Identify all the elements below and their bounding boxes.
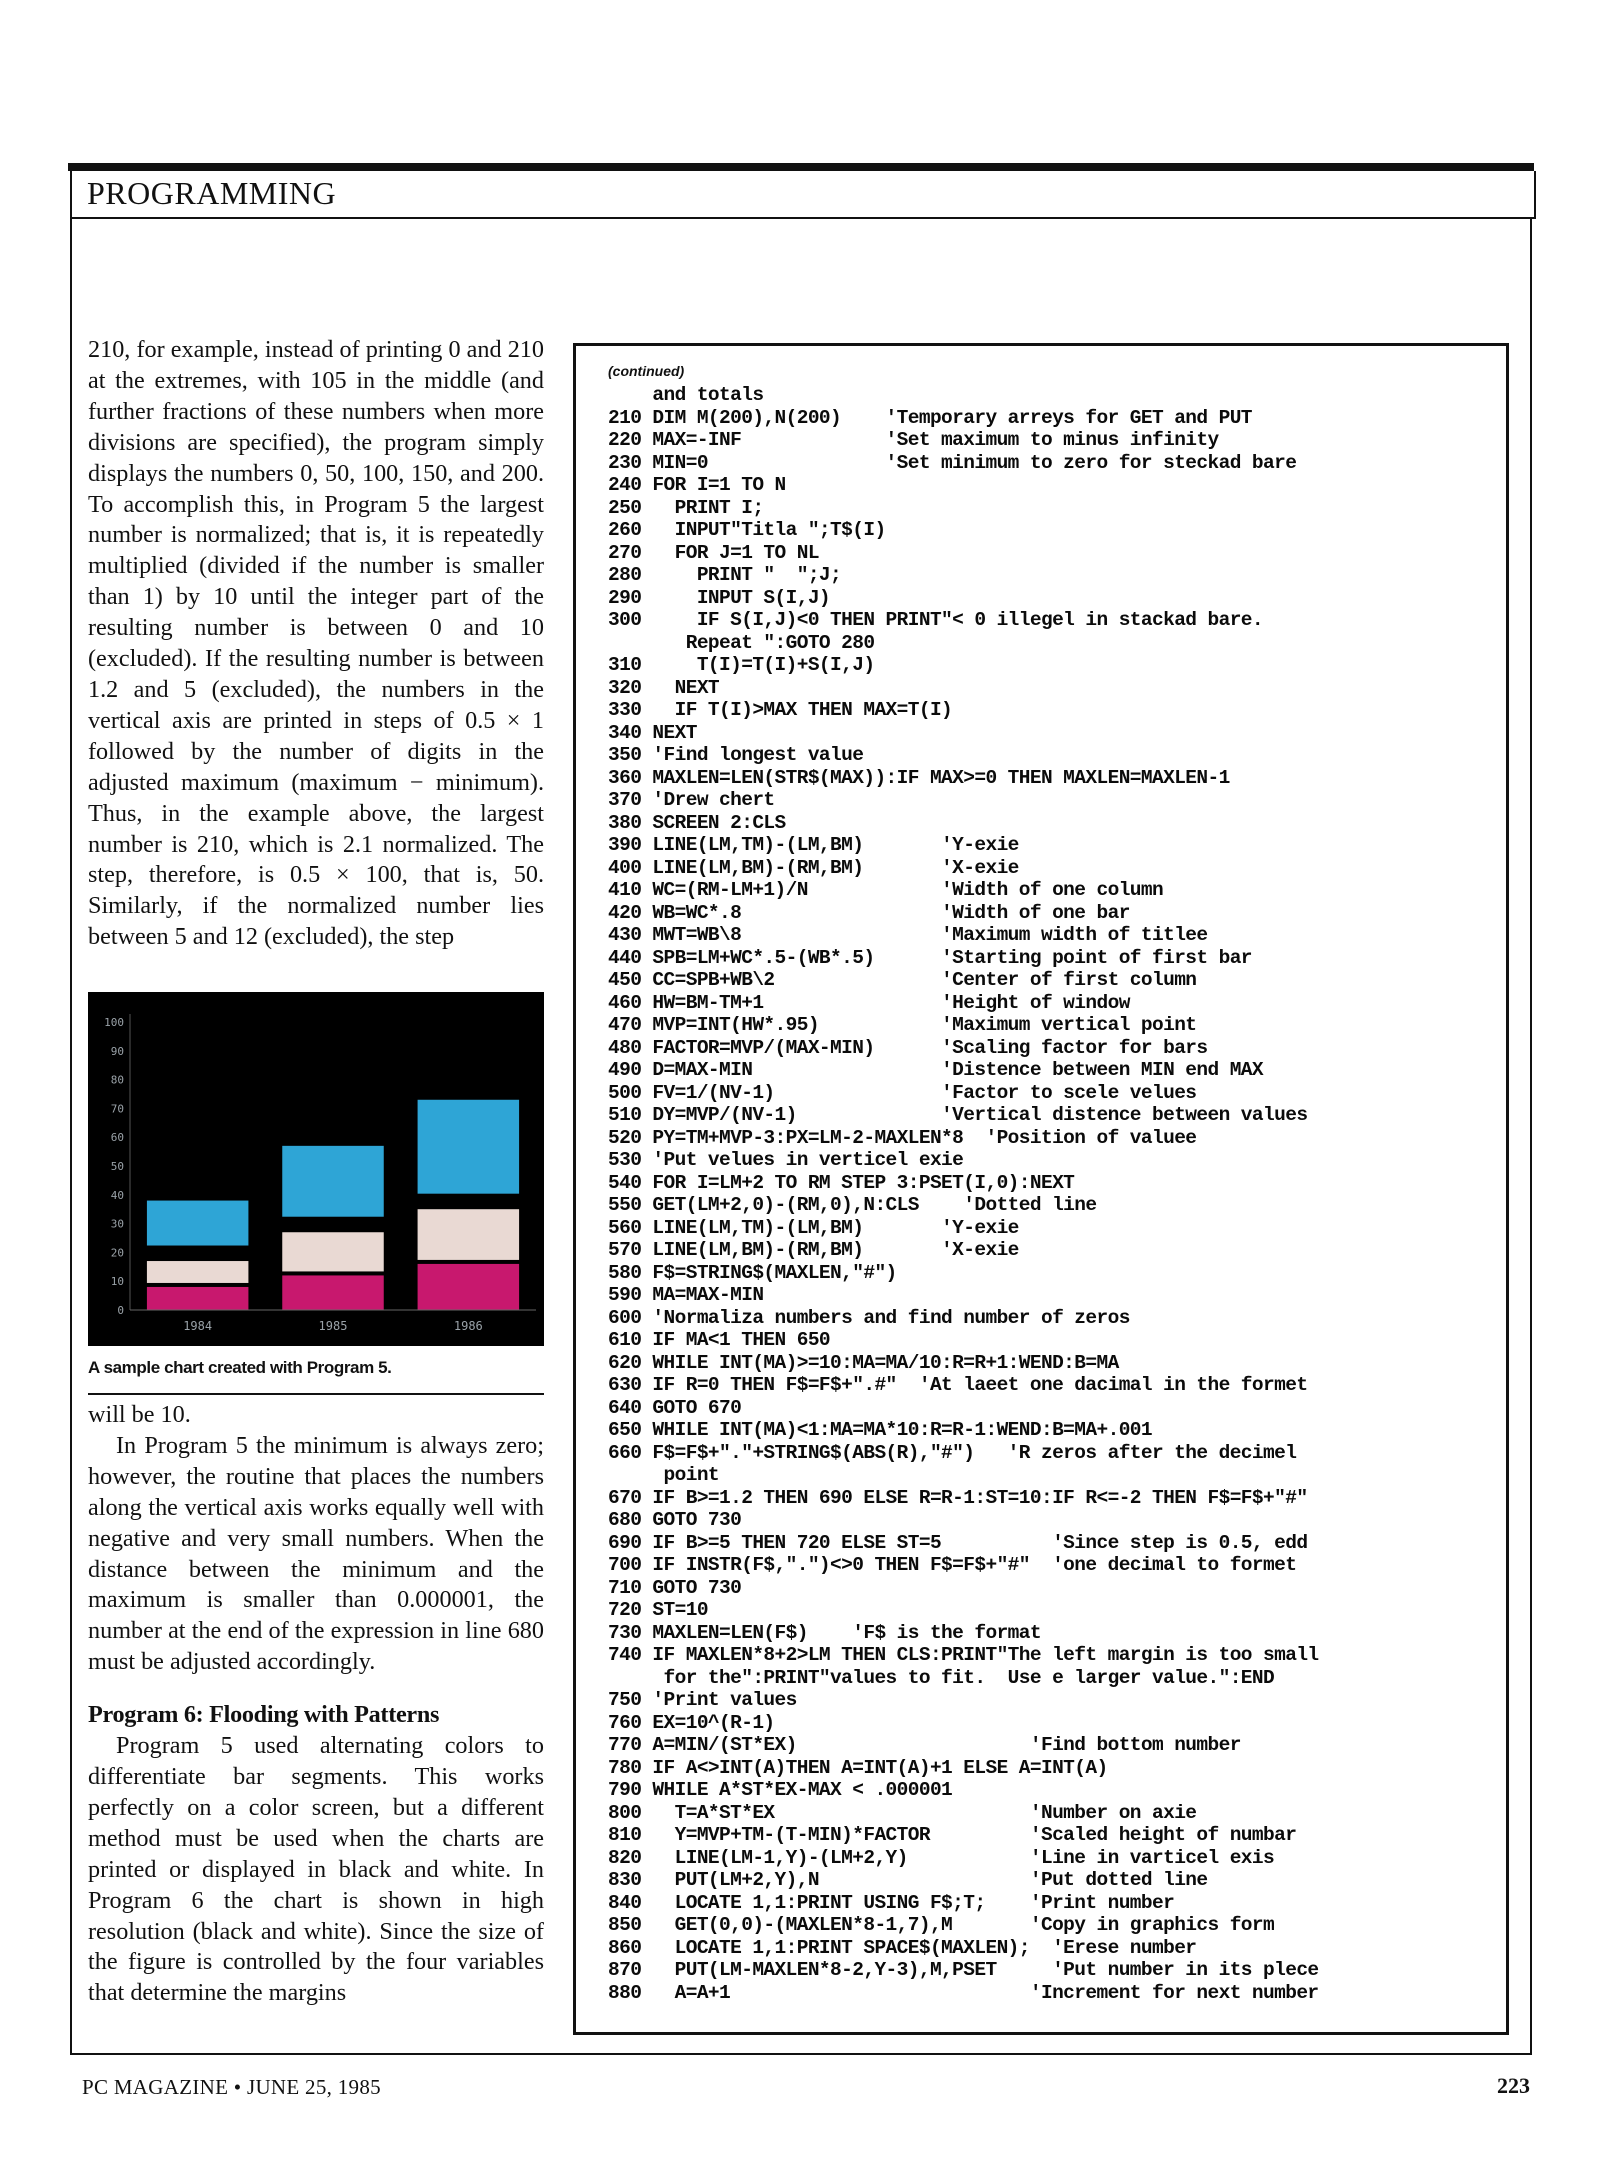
code-line: Repeat ":GOTO 280 xyxy=(608,631,875,654)
code-line: 270 FOR J=1 TO NL xyxy=(608,541,819,564)
bar-segment xyxy=(282,1232,384,1271)
y-tick-label: 50 xyxy=(110,1160,124,1173)
chart-svg xyxy=(88,992,544,1346)
bar-segment xyxy=(147,1287,249,1310)
code-line: 780 IF A<>INT(A)THEN A=INT(A)+1 ELSE A=INT(A) xyxy=(608,1756,1108,1779)
code-line: 280 PRINT " ";J; xyxy=(608,564,842,586)
code-line: 600 'Normaliza numbers and find number of zeros xyxy=(608,1306,1130,1329)
code-line: 550 GET(LM+2,0)-(RM,0),N:CLS 'Dotted line xyxy=(608,1194,1097,1216)
y-tick-label: 70 xyxy=(110,1102,124,1116)
code-line: 750 'Print values xyxy=(608,1689,797,1711)
code-line: 660 F$=F$+"."+STRING$(ABS(R),"#") 'R zeros after the decimel xyxy=(608,1441,1297,1464)
code-line: 730 MAXLEN=LEN(F$) 'F$ is the format xyxy=(608,1621,1041,1644)
code-line: 880 A=A+1 'Increment for next number xyxy=(608,1981,1319,2004)
code-line: 560 LINE(LM,TM)-(LM,BM) 'Y-exie xyxy=(608,1216,1019,1239)
code-line: 770 A=MIN/(ST*EX) 'Find bottom number xyxy=(608,1734,1241,1756)
code-line: 820 LINE(LM-1,Y)-(LM+2,Y) 'Line in varticel exis xyxy=(608,1846,1275,1869)
code-line: for the":PRINT"values to fit. Use e larger value.":END xyxy=(608,1666,1275,1689)
code-line: 610 IF MA<1 THEN 650 xyxy=(608,1329,831,1351)
bar-segment xyxy=(418,1100,520,1194)
bar-segment xyxy=(282,1146,384,1217)
code-line: 640 GOTO 670 xyxy=(608,1396,742,1419)
code-line: 310 T(I)=T(I)+S(I,J) xyxy=(608,654,875,676)
code-line: 800 T=A*ST*EX 'Number on axie xyxy=(608,1801,1197,1824)
code-line: 210 DIM M(200),N(200) 'Temporary arreys for GET and PUT xyxy=(608,406,1252,429)
code-line: 470 MVP=INT(HW*.95) 'Maximum vertical point xyxy=(608,1014,1197,1036)
section-header xyxy=(70,171,1536,219)
code-line: 670 IF B>=1.2 THEN 690 ELSE R=R-1:ST=10:IF R<=-2 THEN F$=F$+"#" xyxy=(608,1486,1308,1509)
code-line: 690 IF B>=5 THEN 720 ELSE ST=5 'Since step is 0.5, edd xyxy=(608,1531,1308,1554)
article-column-bottom xyxy=(88,1400,544,2009)
code-line: 290 INPUT S(I,J) xyxy=(608,586,831,609)
body-paragraph: In Program 5 the minimum is always zero; however, the routine that places the numbers along the vertical axis works equally well with negative and very small numbers. When the distance between the minimum and the maximum is smaller than 0.000001, the number at the end of the expression in line 680 must be adjusted accordingly. xyxy=(88,1431,544,1676)
body-paragraph: 210, for example, instead of printing 0 and 210 at the extremes, with 105 in the middle (and further fractions of these numbers when more divisions are specified), the program simply displays the numbers 0, 50, 100, 150, and 200. To accomplish this, in Program 5 the largest number is normalized; that is, it is repeatedly multiplied (divided if the number is smaller than 1) by 10 until the integer part of the resulting number is between 0 and 10 (excluded). If the resulting number is between 1.2 and 5 (excluded), the numbers in the vertical axis are printed in steps of 0.5 × 1 followed by the number of digits in the adjusted maximum (maximum − minimum). Thus, in the example above, the largest number is 210, which is 2.1 normalized. The step, therefore, is 0.5 × 100, that is, 50. Similarly, if the normalized number lies between 5 and 12 (excluded), the step xyxy=(88,336,544,951)
code-line: 360 MAXLEN=LEN(STR$(MAX)):IF MAX>=0 THEN MAXLEN=MAXLEN-1 xyxy=(608,766,1230,789)
y-tick-label: 40 xyxy=(110,1188,124,1202)
section-title: PROGRAMMING xyxy=(87,175,337,211)
code-line: 830 PUT(LM+2,Y),N 'Put dotted line xyxy=(608,1869,1208,1891)
chart-caption: A sample chart created with Program 5. xyxy=(88,1358,392,1377)
code-line: 230 MIN=0 'Set minimum to zero for steckad bare xyxy=(608,451,1297,474)
code-listing-box xyxy=(573,343,1509,2035)
frame-right-rule xyxy=(1530,217,1532,2055)
code-line: 740 IF MAXLEN*8+2>LM THEN CLS:PRINT"The left margin is too small xyxy=(608,1644,1319,1666)
subheading: Program 6: Flooding with Patterns xyxy=(88,1701,440,1729)
footer-publication: PC MAGAZINE • JUNE 25, 1985 xyxy=(82,2075,381,2099)
body-paragraph: will be 10. xyxy=(88,1401,191,1428)
body-paragraph: Program 5 used alternating colors to differentiate bar segments. This works perfectly on a color screen, but a different method must be used when the charts are printed or displayed in black and white. In Program 6 the chart is shown in high resolution (black and white). Since the size of the figure is controlled by the four variables that determine the margins xyxy=(88,1732,544,2007)
article-column-top xyxy=(88,335,544,953)
y-tick-label: 90 xyxy=(110,1044,124,1058)
frame-bottom-rule xyxy=(70,2053,1532,2055)
y-tick-label: 100 xyxy=(104,1016,124,1029)
bar-segment xyxy=(147,1261,249,1283)
code-line: 870 PUT(LM-MAXLEN*8-2,Y-3),M,PSET 'Put number in its plece xyxy=(608,1959,1319,1981)
code-line: 520 PY=TM+MVP-3:PX=LM-2-MAXLEN*8 'Position of valuee xyxy=(608,1126,1197,1149)
code-line: 760 EX=10^(R-1) xyxy=(608,1711,775,1734)
bar-segment xyxy=(282,1275,384,1310)
code-line: 650 WHILE INT(MA)<1:MA=MA*10:R=R-1:WEND:B=MA+.001 xyxy=(608,1419,1152,1441)
code-line: 720 ST=10 xyxy=(608,1599,708,1621)
y-tick-label: 30 xyxy=(110,1217,124,1231)
caption-rule xyxy=(88,1393,544,1395)
code-line: 330 IF T(I)>MAX THEN MAX=T(I) xyxy=(608,699,953,721)
code-line: 570 LINE(LM,BM)-(RM,BM) 'X-exie xyxy=(608,1239,1019,1261)
code-line: 430 MWT=WB\8 'Maximum width of titlee xyxy=(608,924,1208,946)
code-line: 510 DY=MVP/(NV-1) 'Vertical distence between values xyxy=(608,1104,1308,1126)
y-tick-label: 0 xyxy=(117,1304,124,1317)
code-lines xyxy=(608,384,1319,2004)
y-tick-label: 80 xyxy=(110,1073,124,1087)
code-line: 420 WB=WC*.8 'Width of one bar xyxy=(608,901,1130,924)
code-line: 860 LOCATE 1,1:PRINT SPACE$(MAXLEN); 'Erese number xyxy=(608,1936,1197,1959)
code-line: 460 HW=BM-TM+1 'Height of window xyxy=(608,991,1130,1014)
code-line: 680 GOTO 730 xyxy=(608,1509,742,1531)
x-tick-label: 1985 xyxy=(318,1319,348,1333)
code-line: 300 IF S(I,J)<0 THEN PRINT"< 0 illegel in stackad bare. xyxy=(608,609,1264,631)
code-line: 530 'Put velues in verticel exie xyxy=(608,1149,964,1171)
bar-segment xyxy=(418,1209,520,1260)
code-line: 240 FOR I=1 TO N xyxy=(608,474,786,496)
code-line: 350 'Find longest value xyxy=(608,744,864,766)
page-number: 223 xyxy=(1497,2073,1530,2098)
code-line: 630 IF R=0 THEN F$=F$+".#" 'At laeet one dacimal in the formet xyxy=(608,1374,1308,1396)
x-tick-label: 1986 xyxy=(453,1319,483,1333)
code-line: 320 NEXT xyxy=(608,676,720,699)
code-line: 710 GOTO 730 xyxy=(608,1576,742,1599)
code-line: 590 MA=MAX-MIN xyxy=(608,1284,764,1306)
code-line: 260 INPUT"Titla ";T$(I) xyxy=(608,519,886,541)
code-line: 220 MAX=-INF 'Set maximum to minus infinity xyxy=(608,429,1219,451)
frame-left-rule xyxy=(70,217,72,2055)
y-tick-label: 10 xyxy=(110,1275,124,1289)
code-line: 500 FV=1/(NV-1) 'Factor to scele velues xyxy=(608,1081,1197,1104)
top-rule xyxy=(68,163,1534,171)
code-line: 410 WC=(RM-LM+1)/N 'Width of one column xyxy=(608,879,1164,901)
code-line: 840 LOCATE 1,1:PRINT USING F$;T; 'Print number xyxy=(608,1891,1175,1914)
bar-segment xyxy=(147,1201,249,1246)
sample-chart xyxy=(88,992,544,1346)
code-line: 700 IF INSTR(F$,".")<>0 THEN F$=F$+"#" 'one decimal to formet xyxy=(608,1554,1297,1576)
code-line: 620 WHILE INT(MA)>=10:MA=MA/10:R=R+1:WEND:B=MA xyxy=(608,1351,1119,1374)
code-line: 400 LINE(LM,BM)-(RM,BM) 'X-exie xyxy=(608,856,1019,879)
code-line: and totals xyxy=(608,384,764,406)
code-line: 390 LINE(LM,TM)-(LM,BM) 'Y-exie xyxy=(608,834,1019,856)
code-line: 370 'Drew chert xyxy=(608,789,775,811)
code-continued-label: (continued) xyxy=(608,363,685,379)
code-line: 340 NEXT xyxy=(608,721,697,744)
code-line: 850 GET(0,0)-(MAXLEN*8-1,7),M 'Copy in graphics form xyxy=(608,1914,1275,1936)
code-line: 490 D=MAX-MIN 'Distence between MIN end MAX xyxy=(608,1059,1264,1081)
bar-segment xyxy=(418,1264,520,1310)
code-line: 540 FOR I=LM+2 TO RM STEP 3:PSET(I,0):NEXT xyxy=(608,1171,1075,1194)
y-tick-label: 20 xyxy=(110,1246,124,1260)
code-line: 790 WHILE A*ST*EX-MAX < .000001 xyxy=(608,1779,953,1801)
code-line: 450 CC=SPB+WB\2 'Center of first column xyxy=(608,969,1197,991)
code-line: 810 Y=MVP+TM-(T-MIN)*FACTOR 'Scaled height of numbar xyxy=(608,1824,1297,1846)
code-line: 440 SPB=LM+WC*.5-(WB*.5) 'Starting point of first bar xyxy=(608,946,1252,969)
y-tick-label: 60 xyxy=(110,1131,124,1145)
code-line: 380 SCREEN 2:CLS xyxy=(608,811,786,834)
code-line: 480 FACTOR=MVP/(MAX-MIN) 'Scaling factor for bars xyxy=(608,1036,1208,1059)
code-line: point xyxy=(608,1464,720,1486)
x-tick-label: 1984 xyxy=(183,1319,213,1333)
code-line: 580 F$=STRING$(MAXLEN,"#") xyxy=(608,1261,897,1284)
code-line: 250 PRINT I; xyxy=(608,496,764,519)
